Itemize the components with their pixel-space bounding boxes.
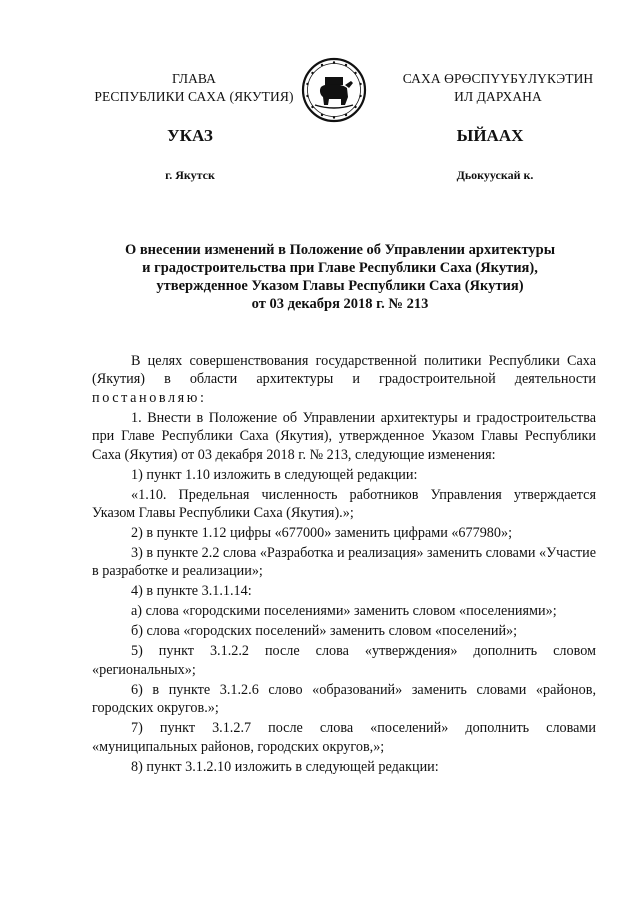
- body-paragraph: 1. Внести в Положение об Управлении архитектуры и градостроительства при Главе Республики Саха (Якутия), утвержденное Указом Главы Республики Саха (Якутия) от 03 декабря 2018 г. № 213, следующие изменения:: [92, 409, 596, 463]
- title-line: от 03 декабря 2018 г. № 213: [251, 296, 429, 312]
- body-paragraph: 3) в пункте 2.2 слова «Разработка и реализация» заменить словами «Участие в разработке и реализации»;: [92, 545, 596, 580]
- body-paragraph: 6) в пункте 3.1.2.6 слово «образований» заменить словами «районов, городских округов.»;: [92, 681, 596, 717]
- city-ru: г. Якутск: [165, 168, 215, 182]
- decree-title: [60, 241, 620, 313]
- header-right-authority: [388, 70, 608, 106]
- header-left-line: ГЛАВА: [171, 71, 217, 86]
- body-paragraph: 1) пункт 1.10 изложить в следующей редакции:: [131, 466, 418, 483]
- title-line: О внесении изменений в Положение об Управлении архитектуры: [124, 242, 556, 258]
- intro-spaced-word: постановляю:: [92, 389, 207, 406]
- decree-body: [92, 352, 596, 778]
- header-right-line: САХА ӨРӨСПҮҮБҮЛҮКЭТИН: [402, 71, 594, 86]
- body-paragraph: «1.10. Предельная численность работников Управления утверждается Указом Главы Республики Саха (Якутия).»;: [92, 486, 596, 522]
- coat-of-arms-icon: [301, 55, 367, 125]
- header-left-authority: [74, 70, 314, 106]
- doc-type-sakha: ЫЙААХ: [456, 126, 524, 145]
- title-line: и градостроительства при Главе Республики Саха (Якутия),: [142, 260, 538, 276]
- body-paragraph: 7) пункт 3.1.2.7 после слова «поселений» дополнить словами «муниципальных районов, городских округов,»;: [92, 720, 596, 755]
- intro-text: В целях совершенствования государственной политики Республики Саха (Якутия) в области архитектуры и градостроительной деятельности: [92, 353, 596, 388]
- body-paragraph: а) слова «городскими поселениями» заменить словом «поселениями»;: [131, 603, 557, 620]
- body-paragraph: 5) пункт 3.1.2.2 после слова «утверждения» дополнить словом «региональных»;: [92, 643, 596, 678]
- header-left-line: РЕСПУБЛИКИ САХА (ЯКУТИЯ): [94, 89, 294, 104]
- intro-paragraph: [92, 352, 596, 407]
- body-paragraph: б) слова «городских поселений» заменить словом «поселений»;: [131, 623, 518, 640]
- header-right-line: ИЛ ДАРХАНА: [454, 89, 542, 104]
- body-paragraph: 4) в пункте 3.1.1.14:: [131, 583, 252, 600]
- city-sakha: Дьокуускай к.: [456, 168, 534, 182]
- body-paragraph: 2) в пункте 1.12 цифры «677000» заменить цифрами «677980»;: [131, 525, 513, 542]
- title-line: утвержденное Указом Главы Республики Саха (Якутия): [156, 278, 524, 294]
- doc-type-ru: УКАЗ: [167, 126, 213, 145]
- body-paragraph: 8) пункт 3.1.2.10 изложить в следующей редакции:: [131, 758, 439, 775]
